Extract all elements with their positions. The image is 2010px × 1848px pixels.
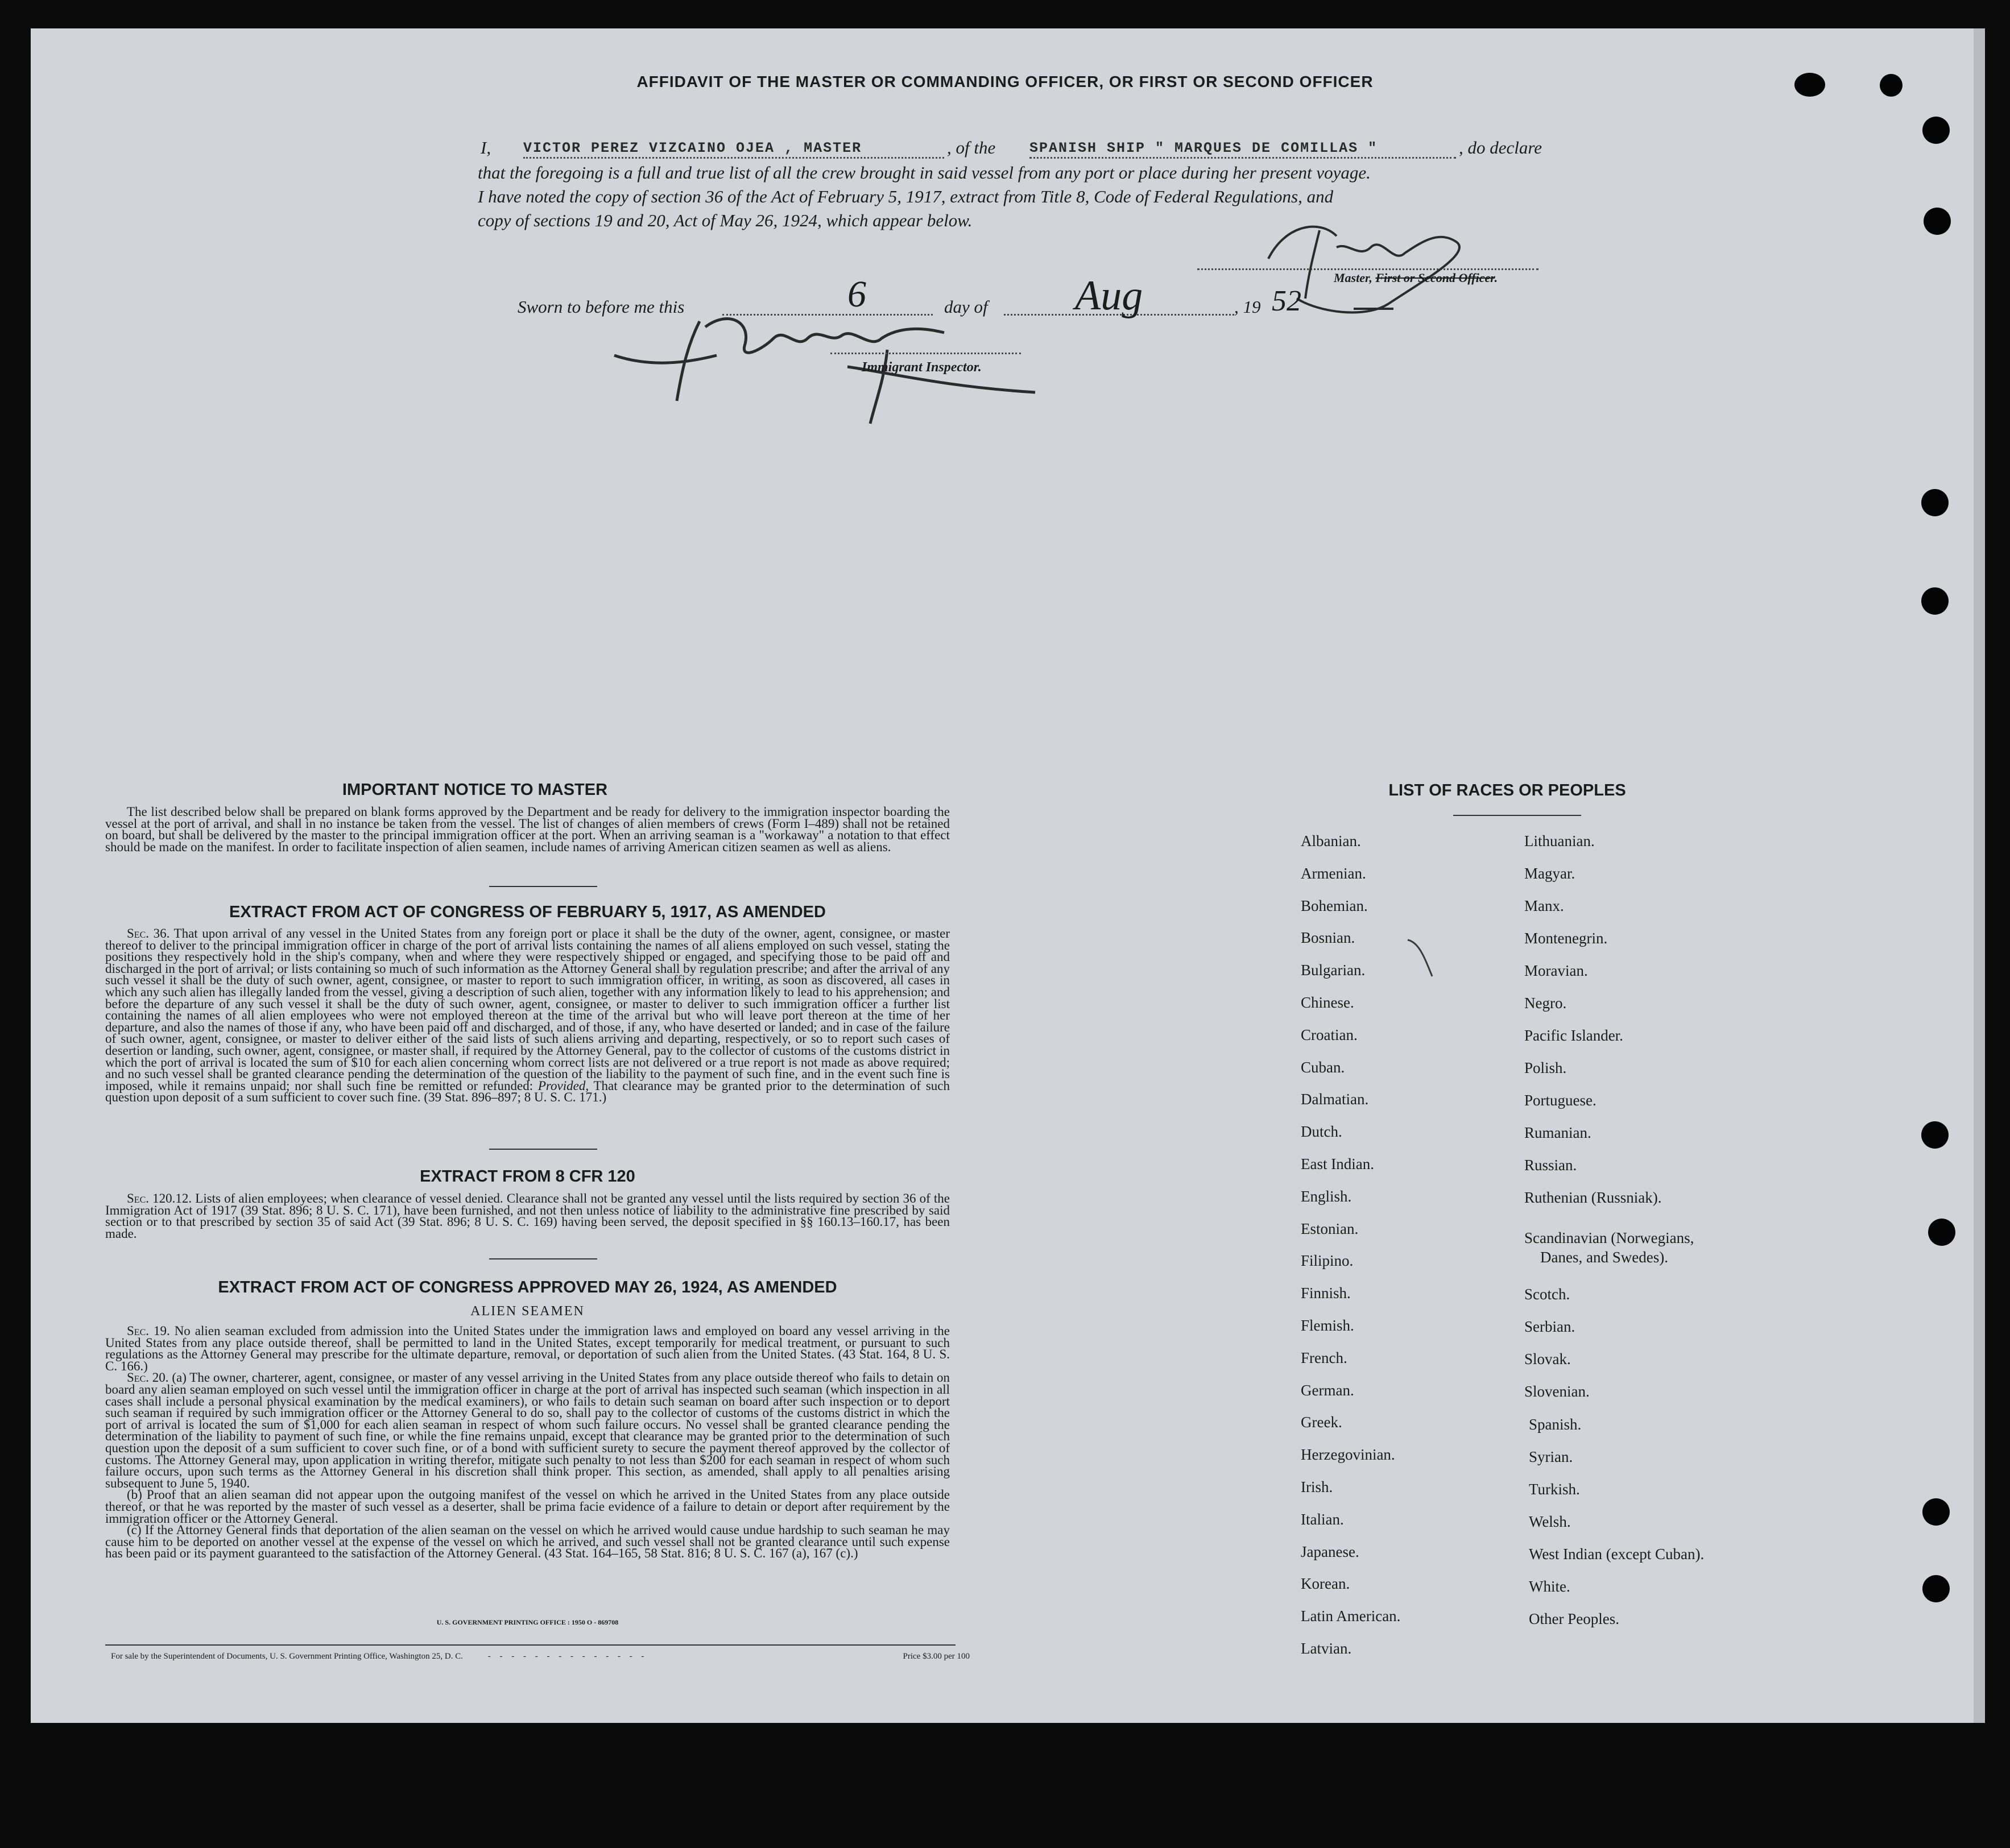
race-item: Welsh. [1529,1513,1571,1530]
race-item: West Indian (except Cuban). [1529,1545,1705,1563]
race-item: Cuban. [1301,1059,1345,1076]
section-19: Sec. 19. No alien seaman excluded from admission into the United States under the immigration laws and employed on board any vessel arriving in the United States from any place outside thereof, shall be permitted to land in the United States, except temporarily for medical treatment, or pursuant to such regulations as the Attorney General may prescribe for the ultimate departure, removal, or deportation of such alien from the United States. (43 Stat. 164, 8 U. S. C. 166.) [105,1324,950,1373]
race-item: Filipino. [1301,1252,1354,1269]
race-item: Montenegrin. [1524,930,1608,947]
race-item: Irish. [1301,1478,1333,1495]
race-item: Rumanian. [1524,1124,1591,1141]
race-item: Scandinavian (Norwegians, [1524,1229,1694,1246]
race-item: Estonian. [1301,1220,1359,1237]
affidavit-line-2: that the foregoing is a full and true list of all the crew brought in said vessel from any port or place during her present voyage. [478,163,1371,183]
punch-hole [1922,117,1950,144]
notice-title: IMPORTANT NOTICE TO MASTER [342,781,608,799]
race-item: Italian. [1301,1511,1344,1528]
year-value: 52 [1272,285,1301,317]
master-name: VICTOR PEREZ VIZCAINO OJEA , MASTER [523,140,862,156]
race-item: Negro. [1524,995,1567,1012]
section-divider [489,886,597,887]
race-item: Polish. [1524,1059,1567,1076]
race-item: Chinese. [1301,994,1354,1011]
race-item: Slovak. [1524,1350,1571,1368]
punch-hole [1924,208,1951,235]
punch-hole [1921,587,1949,615]
for-sale-notice: For sale by the Superintendent of Documents, U. S. Government Printing Office, Washington 25, D. C. - - - - - - - - - - - - - - Price $3.00 per 100 [111,1652,970,1661]
race-item: German. [1301,1382,1354,1399]
inspector-signature [603,287,1058,429]
race-item: Scotch. [1524,1286,1570,1303]
footer-rule [105,1644,956,1646]
vessel-name-field [1029,140,1456,159]
extract-1924-body [105,1325,950,1560]
race-item: Greek. [1301,1414,1342,1431]
race-item: Russian. [1524,1157,1577,1174]
race-item: East Indian. [1301,1155,1374,1172]
sworn-label: Sworn to before me this [518,297,685,317]
affidavit-line-3: I have noted the copy of section 36 of the Act of February 5, 1917, extract from Title 8, Code of Federal Regulations, and [478,187,1334,206]
year-prefix: , 19 [1234,297,1261,317]
race-item: Dutch. [1301,1123,1342,1140]
vessel-name: SPANISH SHIP " MARQUES DE COMILLAS " [1029,140,1378,156]
race-item: Dalmatian. [1301,1091,1369,1108]
race-item: Bulgarian. [1301,962,1366,979]
race-item: White. [1529,1578,1570,1595]
pen-mark [1405,935,1439,981]
month-value: Aug [1075,272,1143,319]
day-of-label: day of [944,297,988,317]
race-item: Finnish. [1301,1285,1351,1302]
race-item: Spanish. [1529,1416,1582,1433]
gpo-imprint: U. S. GOVERNMENT PRINTING OFFICE : 1950 O - 869708 [436,1618,619,1626]
race-item: Ruthenian (Russniak). [1524,1189,1662,1206]
race-item: Lithuanian. [1524,832,1595,850]
race-item: English. [1301,1188,1352,1205]
day-value: 6 [847,274,866,315]
race-item: Magyar. [1524,865,1575,882]
cfr-title: EXTRACT FROM 8 CFR 120 [420,1167,635,1186]
race-item: Other Peoples. [1529,1610,1619,1627]
section-20c: (c) If the Attorney General finds that deportation of the alien seaman on the vessel on which he arrived would cause undue hardship to such seaman he may cause him to be deported on another vessel at the expense of the vessel on which he arrived, and such vessel shall not be granted clearance until such expense has been paid or its payment guaranteed to the satisfaction of the Attorney General. (43 Stat. 164–165, 58 Stat. 816; 8 U. S. C. 167 (a), 167 (c).) [105,1523,950,1561]
affidavit-title: AFFIDAVIT OF THE MASTER OR COMMANDING OFFICER, OR FIRST OR SECOND OFFICER [636,73,1374,90]
section-divider [489,1149,597,1150]
punch-hole [1922,1498,1950,1526]
race-item: Latin American. [1301,1607,1401,1625]
of-the-label: , of the [947,138,996,158]
race-item: Japanese. [1301,1543,1359,1560]
race-item: Flemish. [1301,1317,1354,1334]
race-item: Turkish. [1529,1481,1580,1498]
section-20a: Sec. 20. (a) The owner, charterer, agent, consignee, or master of any vessel arriving in the United States from any place outside thereof who fails to detain on board any alien seaman employed on such vessel until the immigration officer in charge at the port of arrival has inspected such seaman (which inspection in all cases shall include a personal physical examination by the medical examiners), or who fails to detain such seaman on board after such inspection or to deport such seaman if required by such immigration officer or the Attorney General to do so, shall pay to the collector of customs of the customs district in which the port of arrival is located the sum of $1,000 for each alien seaman in respect of whom such failure occurs. No vessel shall be granted clearance pending the determination of the liability to payment of such fine, or while the fine remains unpaid, except that clearance may be granted prior to the determination of such question upon the deposit of a sum sufficient to cover such fine, or of a bond with sufficient surety to secure the payment thereof approved by the collector of customs. The Attorney General may, upon application in writing therefor, mitigate such penalty to not less than $200 for each seaman in respect of whom such failure occurs, upon such terms as the Attorney General in his discretion shall think proper. This section, as amended, shall apply to all penalties arising subsequent to June 5, 1940. [105,1370,950,1490]
section-divider [489,1258,597,1259]
race-item: French. [1301,1349,1347,1366]
punch-hole [1921,1121,1949,1149]
races-title-rule [1453,815,1581,816]
race-item: Slovenian. [1524,1383,1590,1400]
race-item: Albanian. [1301,832,1361,850]
race-item: Serbian. [1524,1318,1575,1335]
extract-1917-title: EXTRACT FROM ACT OF CONGRESS OF FEBRUARY 5, 1917, AS AMENDED [229,903,826,921]
inspector-caption: Immigrant Inspector. [862,360,982,375]
punch-hole [1928,1219,1955,1246]
punch-hole [1922,1575,1950,1602]
do-declare-label: , do declare [1459,138,1542,158]
declarant-prefix: I, [481,138,491,158]
page-edge [1974,28,1985,1723]
races-title: LIST OF RACES OR PEOPLES [1388,781,1626,799]
race-item: Moravian. [1524,962,1588,979]
section-20b: (b) Proof that an alien seaman did not appear upon the outgoing manifest of the vessel on which he arrived in the United States from any place outside thereof, or that he was reported by the master of such vessel as a deserter, shall be prima facie evidence of a failure to detain or deport after requirement by the immigration officer or the Attorney General. [105,1487,950,1526]
master-name-field [523,140,944,159]
inspector-signature-line [830,351,1021,354]
race-item: Danes, and Swedes). [1540,1249,1668,1266]
race-item: Bohemian. [1301,897,1368,914]
cfr-body: Sec. 120.12. Lists of alien employees; when clearance of vessel denied. Clearance shall not be granted any vessel until the lists required by section 36 of the Immigration Act of 1917 (39 Stat. 896; 8 U. S. C. 171), have been furnished, and not then unless notice of liability to the administrative fine prescribed by said section or to that prescribed by section 35 of said Act (39 Stat. 896; 8 U. S. C. 169) having been served, the deposit specified in §§ 160.13–160.17, has been made. [105,1191,950,1241]
race-item: Korean. [1301,1575,1350,1592]
race-item: Manx. [1524,897,1564,914]
race-item: Portuguese. [1524,1092,1597,1109]
race-item: Syrian. [1529,1448,1573,1465]
race-item: Latvian. [1301,1640,1352,1657]
alien-seamen-subtitle: ALIEN SEAMEN [470,1304,585,1319]
race-item: Herzegovinian. [1301,1446,1395,1463]
punch-hole [1921,489,1949,516]
race-item: Croatian. [1301,1026,1358,1043]
extract-1917-body: Sec. 36. That upon arrival of any vessel in the United States from any foreign port or place it shall be the duty of the owner, agent, consignee, or master thereof to deliver to the principal immigration officer in charge of the port of arrival lists containing the names of all aliens employed on such vessel, stating the positions they respectively hold in the ship's company, when and where they were respectively shipped or engaged, and specifying those to be paid off and discharged in the port of arrival; or lists containing so much of such information as the Attorney General shall by regulation prescribe; and after the arrival of any such vessel it shall be the duty of such owner, agent, consignee, or master to report to such immigration officer, in writing, as soon as discovered, all cases in which any such alien has illegally landed from the vessel, giving a description of such alien, together with any information likely to lead to his apprehension; and before the departure of any such vessel it shall be the duty of such owner, agent, consignee, or master to deliver to such immigration officer a further list containing the names of all alien employees who were not employed thereon at the time of the arrival but who will leave port thereon at the time of her departure, and also the names of those if any, who have been paid off and discharged, and of those, if any, who have deserted or landed; and in case of the failure of such owner, agent, consignee, or master to deliver either of the said lists of such aliens arriving and departing, respectively, or so to report such cases of desertion or landing, such owner, agent, consignee, or master shall, if required by the Attorney General, pay to the collector of customs of the customs district in which the port of arrival is located the sum of $10 for each alien concerning whom correct lists are not delivered or a true report is not made as above required; and no such vessel shall be granted clearance pending the determination of the question of the liability to the payment of such fine, and in the event such fine is imposed, while it remains unpaid; nor shall such fine be remitted or refunded: Provided, That clearance may be granted prior to the determination of such question upon deposit of a sum sufficient to cover such fine. (39 Stat. 896–897; 8 U. S. C. 171.) [105,926,950,1105]
master-caption: Master, First or Second Officer. [1334,271,1498,285]
notice-body: The list described below shall be prepared on blank forms approved by the Department and be ready for delivery to the immigration inspector boarding the vessel at the port of arrival, and shall in no instance be taken from the vessel. The list of changes of alien members of crews (Form I–489) shall not be retained on board, but shall be delivered by the master to the principal immigration officer at the port. When an arriving seaman is a "workaway" a notation to that effect should be made on the manifest. In order to facilitate inspection of alien seamen, include names of arriving American citizen seamen as well as aliens. [105,805,950,854]
affidavit-line-4: copy of sections 19 and 20, Act of May 26, 1924, which appear below. [478,210,973,230]
extract-1924-title: EXTRACT FROM ACT OF CONGRESS APPROVED MAY 26, 1924, AS AMENDED [218,1278,837,1296]
race-item: Pacific Islander. [1524,1027,1623,1044]
race-item: Bosnian. [1301,929,1355,946]
race-item: Armenian. [1301,865,1366,882]
